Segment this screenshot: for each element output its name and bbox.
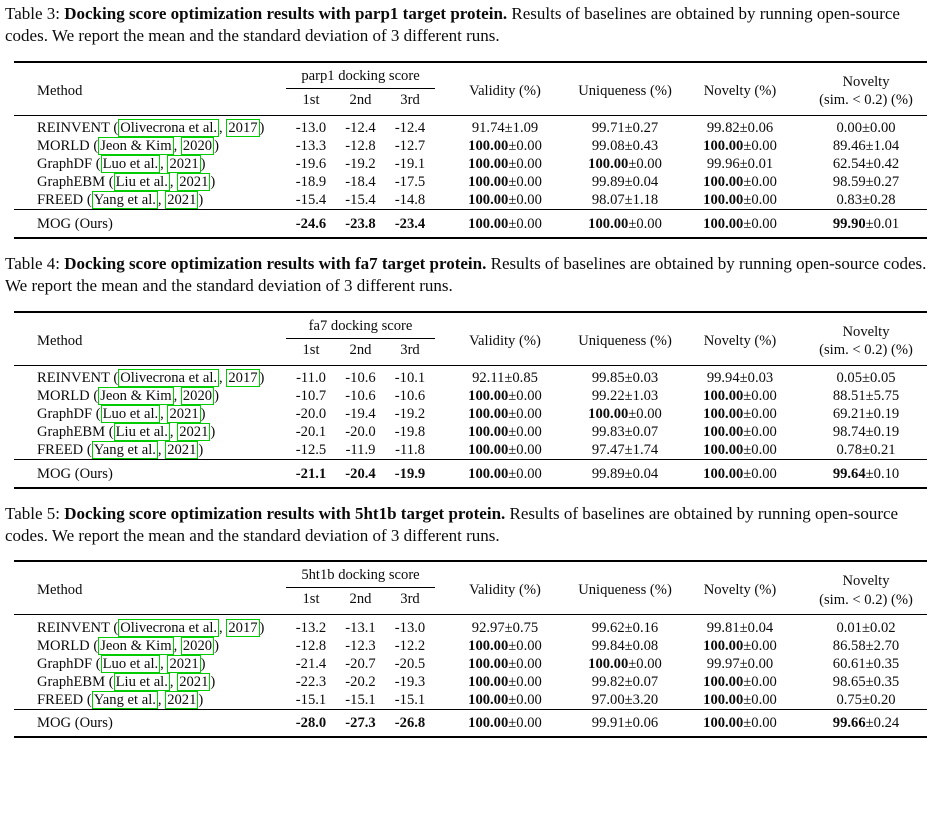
score-2nd-cell: -11.9 (345, 442, 376, 459)
score-3rd-cell: -19.8 (394, 424, 426, 441)
citation-link-authors[interactable]: Luo et al. (102, 655, 159, 672)
citation-separator: , (160, 156, 168, 173)
table-row (14, 387, 927, 405)
table-row (14, 155, 927, 173)
validity-cell: 100.00±0.00 (468, 192, 542, 209)
citation-separator: , (173, 138, 181, 155)
citation-link-year[interactable]: 2021 (167, 691, 197, 708)
validity-cell: 100.00±0.00 (468, 388, 542, 405)
method-paren-close: ) (198, 192, 204, 209)
caption-label: Table 4: (5, 253, 65, 273)
method-cell (14, 441, 286, 460)
score-2nd-cell: -23.8 (336, 210, 385, 238)
caption-text: Results of baselines are obtained by running open-source codes. We report the mean and the standard deviation of 3 different runs. (5, 253, 927, 296)
column-subheader-2nd: 2nd (349, 341, 372, 358)
uniqueness-cell: 99.84±0.08 (591, 637, 659, 654)
method-name: GraphDF ( (37, 655, 101, 672)
method-paren-close: ) (214, 138, 219, 155)
citation-link-year[interactable]: 2017 (228, 120, 258, 137)
method-paren-close: ) (198, 691, 204, 708)
citation-link-year[interactable]: 2020 (182, 637, 213, 654)
validity-cell: 91.74±1.09 (435, 115, 575, 137)
citation-link-year[interactable]: 2020 (182, 388, 213, 405)
score-2nd-cell: -15.4 (345, 192, 376, 209)
novelty-sim-cell: 99.64±0.10 (805, 460, 927, 488)
citation-link-authors[interactable]: Olivecrona et al. (120, 619, 218, 636)
novelty-sim-cell: 99.66±0.24 (805, 709, 927, 737)
score-3rd-cell: -23.4 (385, 210, 435, 238)
column-header-uniqueness: Uniqueness (%) (578, 82, 672, 99)
method-name: FREED ( (37, 691, 92, 708)
method-paren-close: ) (214, 388, 219, 405)
uniqueness-cell: 100.00±0.00 (588, 156, 662, 173)
column-header-validity: Validity (%) (469, 332, 541, 349)
citation-link-authors[interactable]: Jeon & Kim (100, 637, 172, 654)
score-3rd-cell: -10.6 (394, 388, 426, 405)
score-1st-cell: -20.0 (295, 406, 327, 423)
column-header-novelty: Novelty (%) (703, 82, 777, 99)
score-2nd-cell: -20.7 (345, 655, 376, 672)
method-cell (14, 673, 286, 691)
method-cell (14, 405, 286, 423)
score-1st-cell: -13.2 (286, 615, 336, 637)
table4-caption (5, 253, 938, 298)
novelty-cell: 100.00±0.00 (703, 406, 777, 423)
novelty-cell: 100.00±0.00 (675, 460, 805, 488)
caption-text: Results of baselines are obtained by running open-source codes. We report the mean and the standard deviation of 3 different runs. (5, 4, 900, 46)
citation-separator: , (219, 370, 227, 387)
citation-link-year[interactable]: 2017 (228, 370, 258, 387)
citation-link-authors[interactable]: Liu et al. (115, 424, 168, 441)
validity-cell: 100.00±0.00 (468, 138, 542, 155)
score-1st-cell: -13.3 (295, 138, 327, 155)
method-paren-close: ) (259, 120, 265, 137)
uniqueness-cell: 100.00±0.00 (575, 210, 675, 238)
method-name: GraphEBM ( (37, 424, 114, 441)
score-1st-cell: -15.1 (295, 691, 327, 708)
citation-link-year[interactable]: 2021 (179, 424, 209, 441)
method-cell (14, 615, 286, 637)
table3-caption (5, 3, 938, 48)
novelty-cell: 100.00±0.00 (675, 709, 805, 737)
score-2nd-cell: -12.8 (345, 138, 376, 155)
method-name: MORLD ( (37, 138, 99, 155)
score-3rd-cell: -12.7 (394, 138, 426, 155)
method-name: MORLD ( (37, 388, 99, 405)
score-2nd-cell: -13.1 (336, 615, 385, 637)
method-name: MOG (Ours) (37, 715, 113, 732)
score-2nd-cell: -19.4 (345, 406, 376, 423)
citation-link-authors[interactable]: Luo et al. (102, 406, 159, 423)
method-name: GraphEBM ( (37, 174, 114, 191)
score-2nd-cell: -20.2 (345, 673, 376, 690)
validity-cell: 100.00±0.00 (468, 637, 542, 654)
novelty-sim-cell: 98.59±0.27 (832, 174, 900, 191)
score-2nd-cell: -27.3 (336, 709, 385, 737)
novelty-cell: 100.00±0.00 (703, 174, 777, 191)
method-name: GraphEBM ( (37, 673, 114, 690)
novelty-sim-cell: 99.90±0.01 (805, 210, 927, 238)
novelty-cell: 99.94±0.03 (675, 365, 805, 387)
table-row (14, 441, 927, 460)
citation-separator: , (169, 174, 178, 191)
validity-cell: 100.00±0.00 (468, 691, 542, 708)
method-paren-close: ) (200, 156, 206, 173)
novelty-cell: 100.00±0.00 (675, 210, 805, 238)
score-3rd-cell: -19.1 (394, 156, 426, 173)
uniqueness-cell: 99.22±1.03 (591, 388, 659, 405)
validity-cell: 100.00±0.00 (435, 709, 575, 737)
citation-separator: , (219, 120, 227, 137)
uniqueness-cell: 99.83±0.07 (591, 424, 659, 441)
score-3rd-cell: -26.8 (385, 709, 435, 737)
score-3rd-cell: -12.2 (394, 637, 426, 654)
caption-label: Table 3: (5, 4, 65, 23)
novelty-sim-cell: 0.05±0.05 (805, 365, 927, 387)
novelty-cell: 100.00±0.00 (703, 637, 777, 654)
novelty-cell: 100.00±0.00 (703, 192, 777, 209)
novelty-sim-cell: 0.00±0.00 (805, 115, 927, 137)
score-1st-cell: -21.4 (295, 655, 327, 672)
uniqueness-cell: 99.08±0.43 (591, 138, 659, 155)
column-subheader-1st: 1st (302, 341, 320, 358)
column-subheader-2nd: 2nd (349, 91, 372, 108)
method-cell (14, 709, 286, 737)
novelty-cell: 100.00±0.00 (703, 138, 777, 155)
citation-separator: , (157, 192, 166, 209)
uniqueness-cell: 99.82±0.07 (591, 673, 659, 690)
score-2nd-cell: -20.4 (336, 460, 385, 488)
method-paren-close: ) (200, 655, 206, 672)
caption-label: Table 5: (5, 503, 65, 523)
method-cell (14, 155, 286, 173)
method-paren-close: ) (210, 424, 216, 441)
citation-link-year[interactable]: 2021 (179, 174, 209, 191)
score-1st-cell: -12.8 (295, 637, 327, 654)
score-3rd-cell: -19.2 (394, 406, 426, 423)
score-1st-cell: -20.1 (295, 424, 327, 441)
uniqueness-cell: 99.89±0.04 (591, 174, 659, 191)
novelty-sim-cell: 88.51±5.75 (832, 388, 900, 405)
citation-link-authors[interactable]: Liu et al. (115, 673, 168, 690)
column-subheader-3rd: 3rd (400, 341, 420, 358)
novelty-cell: 100.00±0.00 (703, 691, 777, 708)
novelty-sim-cell: 86.58±2.70 (832, 637, 900, 654)
citation-link-authors[interactable]: Luo et al. (102, 156, 159, 173)
citation-link-authors[interactable]: Olivecrona et al. (120, 370, 218, 387)
validity-cell: 100.00±0.00 (468, 174, 542, 191)
novelty-sim-cell: 0.01±0.02 (805, 615, 927, 637)
novelty-cell: 100.00±0.00 (703, 424, 777, 441)
novelty-sim-cell: 0.75±0.20 (836, 691, 896, 708)
method-name: FREED ( (37, 192, 92, 209)
table-body (14, 115, 927, 238)
score-1st-cell: -22.3 (295, 673, 327, 690)
score-1st-cell: -11.0 (286, 365, 336, 387)
validity-cell: 100.00±0.00 (468, 655, 542, 672)
novelty-cell: 99.81±0.04 (675, 615, 805, 637)
score-2nd-cell: -10.6 (336, 365, 385, 387)
citation-link-year[interactable]: 2021 (167, 192, 197, 209)
table5-caption (5, 503, 938, 548)
citation-separator: , (169, 673, 178, 690)
uniqueness-cell: 99.62±0.16 (575, 615, 675, 637)
novelty-sim-cell: 98.65±0.35 (832, 673, 900, 690)
uniqueness-cell: 99.85±0.03 (575, 365, 675, 387)
uniqueness-cell: 99.91±0.06 (575, 709, 675, 737)
uniqueness-cell: 100.00±0.00 (588, 655, 662, 672)
score-1st-cell: -19.6 (295, 156, 327, 173)
score-2nd-cell: -12.4 (336, 115, 385, 137)
column-header-uniqueness: Uniqueness (%) (578, 332, 672, 349)
method-cell (14, 423, 286, 441)
column-subheader-1st: 1st (302, 91, 320, 108)
novelty-cell: 99.97±0.00 (706, 655, 774, 672)
score-3rd-cell: -19.9 (385, 460, 435, 488)
validity-cell: 100.00±0.00 (468, 406, 542, 423)
citation-link-year[interactable]: 2021 (179, 673, 209, 690)
method-cell (14, 137, 286, 155)
citation-separator: , (160, 655, 168, 672)
novelty-sim-cell: 69.21±0.19 (832, 406, 900, 423)
method-paren-close: ) (259, 370, 265, 387)
validity-cell: 100.00±0.00 (468, 442, 542, 459)
method-cell (14, 173, 286, 191)
column-group-docking-score: parp1 docking score (286, 62, 435, 89)
method-paren-close: ) (210, 673, 216, 690)
novelty-sim-cell: 60.61±0.35 (832, 655, 900, 672)
uniqueness-cell: 100.00±0.00 (588, 406, 662, 423)
citation-separator: , (157, 442, 166, 459)
validity-cell: 100.00±0.00 (435, 210, 575, 238)
citation-link-year[interactable]: 2020 (182, 138, 213, 155)
column-header-novelty-sim: Novelty (sim. < 0.2) (%) (819, 73, 913, 109)
table-header (14, 561, 927, 615)
citation-link-year[interactable]: 2021 (169, 655, 199, 672)
method-paren-close: ) (200, 406, 206, 423)
column-header-uniqueness: Uniqueness (%) (578, 582, 672, 599)
citation-link-year[interactable]: 2021 (169, 156, 199, 173)
method-name: FREED ( (37, 442, 92, 459)
score-2nd-cell: -12.3 (345, 637, 376, 654)
results-table-parp1 (14, 61, 927, 239)
novelty-cell: 100.00±0.00 (703, 388, 777, 405)
table-row (14, 423, 927, 441)
citation-link-authors[interactable]: Jeon & Kim (100, 388, 172, 405)
method-cell (14, 210, 286, 238)
method-cell (14, 460, 286, 488)
uniqueness-cell: 99.71±0.27 (575, 115, 675, 137)
method-paren-close: ) (210, 174, 216, 191)
score-2nd-cell: -15.1 (345, 691, 376, 708)
citation-separator: , (157, 691, 166, 708)
table-header (14, 312, 927, 366)
method-name: REINVENT ( (37, 120, 119, 137)
table-row (14, 173, 927, 191)
table-row (14, 137, 927, 155)
table-row (14, 405, 927, 423)
method-name: MOG (Ours) (37, 215, 113, 232)
score-3rd-cell: -14.8 (394, 192, 426, 209)
validity-cell: 100.00±0.00 (468, 156, 542, 173)
uniqueness-cell: 97.00±3.20 (591, 691, 659, 708)
caption-text: Results of baselines are obtained by running open-source codes. We report the mean and the standard deviation of 3 different runs. (5, 503, 899, 546)
novelty-cell: 100.00±0.00 (703, 673, 777, 690)
citation-link-year[interactable]: 2017 (228, 619, 258, 636)
score-3rd-cell: -11.8 (395, 442, 425, 459)
citation-separator: , (160, 406, 168, 423)
table-row (14, 709, 927, 737)
column-subheader-3rd: 3rd (400, 91, 420, 108)
caption-title: Docking score optimization results with fa7 target protein. (64, 253, 487, 273)
citation-link-authors[interactable]: Liu et al. (115, 174, 168, 191)
method-cell (14, 387, 286, 405)
table-row (14, 365, 927, 387)
novelty-sim-cell: 0.83±0.28 (836, 192, 896, 209)
novelty-cell: 100.00±0.00 (703, 442, 777, 459)
method-cell (14, 637, 286, 655)
column-group-docking-score: fa7 docking score (286, 312, 435, 339)
column-subheader-1st: 1st (302, 591, 320, 608)
column-header-novelty-sim: Novelty (sim. < 0.2) (%) (819, 323, 913, 359)
novelty-cell: 99.96±0.01 (706, 156, 774, 173)
table-row (14, 191, 927, 210)
method-cell (14, 691, 286, 710)
citation-link-authors[interactable]: Yang et al. (93, 691, 156, 708)
citation-link-year[interactable]: 2021 (167, 442, 197, 459)
column-header-validity: Validity (%) (469, 82, 541, 99)
method-name: GraphDF ( (37, 406, 101, 423)
validity-cell: 92.97±0.75 (435, 615, 575, 637)
method-name: GraphDF ( (37, 156, 101, 173)
score-3rd-cell: -20.5 (394, 655, 426, 672)
citation-link-authors[interactable]: Jeon & Kim (100, 138, 172, 155)
column-header-method: Method (37, 582, 83, 599)
table-row (14, 655, 927, 673)
method-cell (14, 191, 286, 210)
citation-separator: , (169, 424, 178, 441)
citation-link-authors[interactable]: Olivecrona et al. (120, 120, 218, 137)
column-header-novelty-sim: Novelty (sim. < 0.2) (%) (819, 573, 913, 608)
score-2nd-cell: -19.2 (345, 156, 376, 173)
column-subheader-3rd: 3rd (400, 591, 420, 608)
column-header-validity: Validity (%) (469, 582, 541, 599)
method-name: REINVENT ( (37, 370, 119, 387)
method-paren-close: ) (214, 637, 219, 654)
citation-separator: , (173, 388, 181, 405)
table-body (14, 615, 927, 738)
table-row (14, 615, 927, 637)
results-table-fa7 (14, 311, 927, 489)
score-1st-cell: -10.7 (295, 388, 327, 405)
column-header-method: Method (37, 332, 83, 349)
method-cell (14, 115, 286, 137)
score-1st-cell: -24.6 (286, 210, 336, 238)
score-3rd-cell: -10.1 (385, 365, 435, 387)
score-1st-cell: -13.0 (286, 115, 336, 137)
table-row (14, 637, 927, 655)
method-cell (14, 365, 286, 387)
score-3rd-cell: -17.5 (394, 174, 426, 191)
validity-cell: 100.00±0.00 (468, 673, 542, 690)
citation-separator: , (173, 637, 181, 654)
citation-separator: , (219, 619, 227, 636)
novelty-sim-cell: 62.54±0.42 (832, 156, 900, 173)
score-3rd-cell: -12.4 (385, 115, 435, 137)
score-1st-cell: -15.4 (295, 192, 327, 209)
caption-title: Docking score optimization results with parp1 target protein. (64, 4, 508, 23)
score-2nd-cell: -20.0 (345, 424, 376, 441)
score-1st-cell: -18.9 (295, 174, 327, 191)
column-header-novelty: Novelty (%) (703, 332, 777, 349)
column-group-docking-score: 5ht1b docking score (286, 561, 435, 588)
score-3rd-cell: -13.0 (385, 615, 435, 637)
column-subheader-2nd: 2nd (349, 591, 372, 608)
results-table-5ht1b (14, 560, 927, 738)
method-name: REINVENT ( (37, 619, 119, 636)
table-row (14, 460, 927, 488)
column-header-novelty: Novelty (%) (703, 582, 777, 599)
table-row (14, 210, 927, 238)
method-paren-close: ) (259, 619, 265, 636)
citation-link-authors[interactable]: Yang et al. (93, 442, 156, 459)
citation-link-year[interactable]: 2021 (169, 406, 199, 423)
validity-cell: 100.00±0.00 (435, 460, 575, 488)
score-1st-cell: -28.0 (286, 709, 336, 737)
novelty-sim-cell: 89.46±1.04 (832, 138, 900, 155)
score-1st-cell: -12.5 (295, 442, 327, 459)
uniqueness-cell: 97.47±1.74 (591, 442, 659, 459)
novelty-sim-cell: 0.78±0.21 (836, 442, 896, 459)
novelty-sim-cell: 98.74±0.19 (832, 424, 900, 441)
citation-link-authors[interactable]: Yang et al. (93, 192, 156, 209)
method-cell (14, 655, 286, 673)
method-name: MORLD ( (37, 637, 99, 654)
table-row (14, 691, 927, 710)
table-row (14, 673, 927, 691)
validity-cell: 100.00±0.00 (468, 424, 542, 441)
novelty-cell: 99.82±0.06 (675, 115, 805, 137)
table-body (14, 365, 927, 488)
score-3rd-cell: -15.1 (394, 691, 426, 708)
caption-title: Docking score optimization results with 5ht1b target protein. (64, 503, 506, 523)
table-row (14, 115, 927, 137)
score-3rd-cell: -19.3 (394, 673, 426, 690)
uniqueness-cell: 98.07±1.18 (591, 192, 659, 209)
validity-cell: 92.11±0.85 (435, 365, 575, 387)
method-name: MOG (Ours) (37, 465, 113, 482)
method-paren-close: ) (198, 442, 204, 459)
table-header (14, 62, 927, 116)
column-header-method: Method (37, 82, 83, 99)
score-1st-cell: -21.1 (286, 460, 336, 488)
score-2nd-cell: -18.4 (345, 174, 376, 191)
uniqueness-cell: 99.89±0.04 (575, 460, 675, 488)
score-2nd-cell: -10.6 (345, 388, 376, 405)
